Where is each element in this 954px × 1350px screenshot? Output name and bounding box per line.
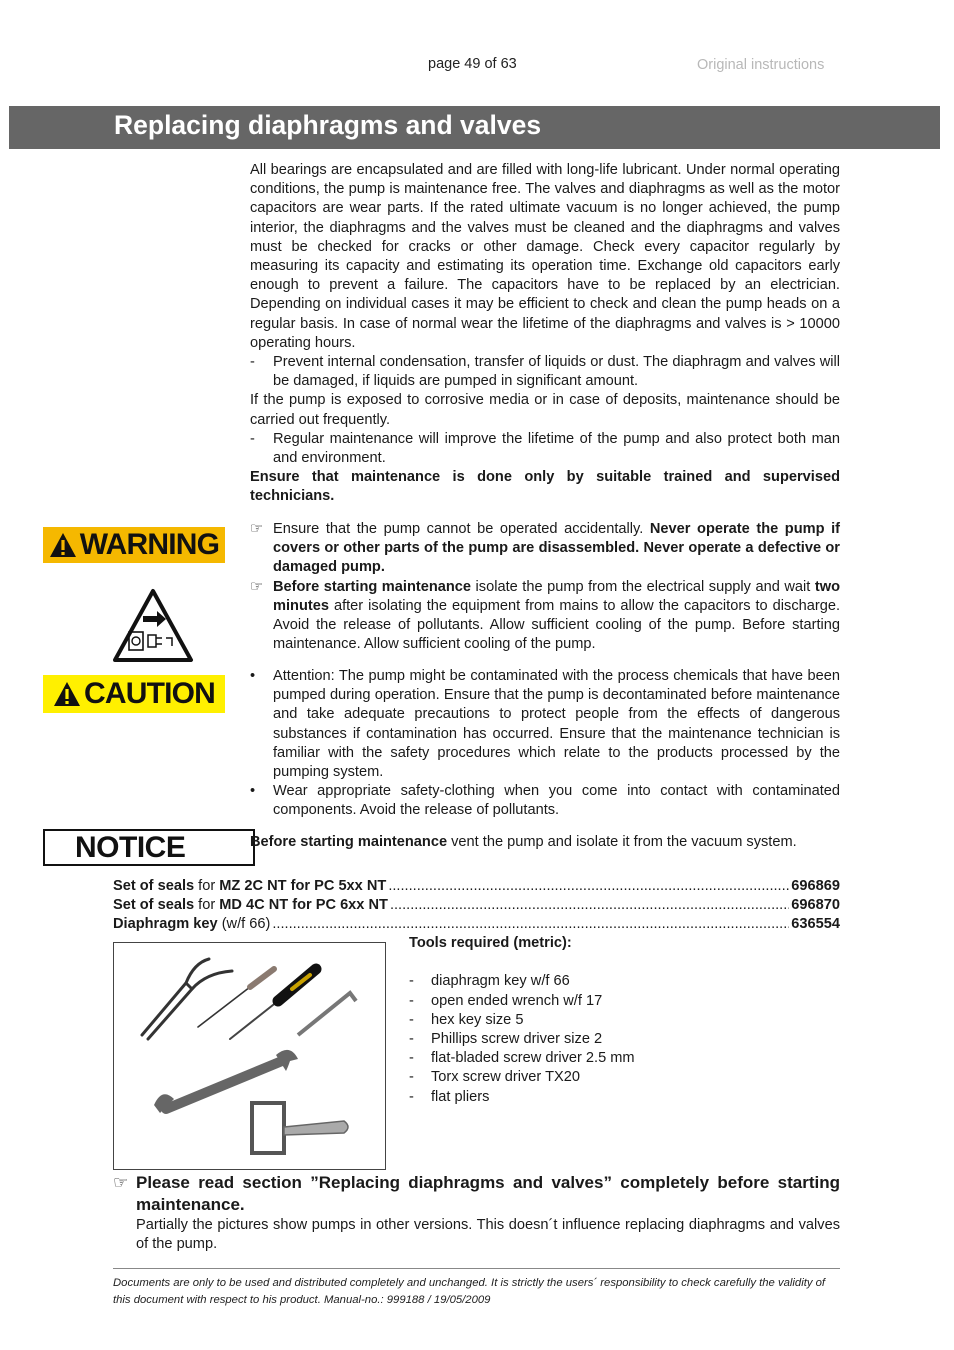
list-item xyxy=(250,667,840,782)
part-for: for xyxy=(194,878,220,894)
intro-section xyxy=(250,161,840,507)
parts-row xyxy=(113,877,840,896)
pointing-hand-icon: ☞ xyxy=(250,578,264,595)
tool-name: open ended wrench w/f 17 xyxy=(431,992,603,1009)
part-number: 696870 xyxy=(791,897,840,914)
warning-section xyxy=(250,520,840,654)
list-item xyxy=(409,1011,839,1030)
caution-label xyxy=(43,675,225,713)
pointing-hand-icon: ☞ xyxy=(113,1173,129,1192)
warning-label-text: WARNING xyxy=(79,528,220,561)
tools-required xyxy=(409,934,839,1107)
warning-item-bold: two minutes xyxy=(273,578,840,614)
list-item xyxy=(409,992,839,1011)
hint-plain: Partially the pictures show pumps in other versions. This doesn´t influence replacing diaphragms and valves of the pump. xyxy=(136,1217,840,1253)
list-item xyxy=(409,1068,839,1087)
footer-disclaimer: Documents are only to be used and distributed completely and unchanged. It is strictly the users´ responsibility to check carefully the validity of this document with respect to his product. Manual-no.: 999188 / 19/05/2009 xyxy=(113,1277,826,1306)
leader-dots xyxy=(272,915,789,934)
intro-paragraph: All bearings are encapsulated and are filled with long-life lubricant. Under normal operating conditions, the pump is maintenance free. The valves and diaphragms as well as the motor capacitors are wear parts. If the rated ultimate vacuum is no longer achieved, the pump interior, the diaphragms and the valves must be cleaned and the diaphragms and valves must be checked for cracks or other damage. Check every capacitor regularly by measuring its capacity and estimating its operation time. Exchange old capacitors early enough to prevent a failure. The capacitors have to be replaced by an electrician. Depending on individual cases it may be efficient to check and clean the pump heads on a regular basis. In case of normal wear the lifetime of the diaphragms and valves is > 10000 operating hours. xyxy=(250,162,840,351)
list-item xyxy=(409,1049,839,1068)
diaphragm-key-icon xyxy=(252,1103,348,1153)
caution-label-text: CAUTION xyxy=(83,677,216,710)
tools-photo xyxy=(113,942,386,1170)
part-name: Set of seals xyxy=(113,897,195,914)
list-item xyxy=(409,1088,839,1107)
list-item xyxy=(250,578,840,655)
notice-bold: Before starting maintenance xyxy=(250,834,448,850)
dash-marker: - xyxy=(409,1069,414,1086)
leader-dots xyxy=(390,896,789,915)
part-model: MZ 2C NT for PC 5xx NT xyxy=(219,878,387,894)
notice-section xyxy=(250,833,840,852)
dash-marker: - xyxy=(409,1031,414,1047)
tool-name: Phillips screw driver size 2 xyxy=(431,1031,603,1047)
dash-marker: - xyxy=(409,1088,414,1105)
caution-item-text: Attention: The pump might be contaminated with the process chemicals that have been pumped during operation. Ensure that the pump is decontaminated before maintenance and take adequate precautions to protect people from the effects of dangerous substances if contamination has occurred. Ensure that the maintenance technician is familiar with the safety procedures which relate to the products processed by the pumping system. xyxy=(273,668,840,781)
caution-section xyxy=(250,667,840,821)
hint-bold-text: Please read section ”Replacing diaphragms and valves” completely before starting maintenance. xyxy=(136,1173,840,1214)
list-item xyxy=(250,353,840,391)
warning-label xyxy=(43,527,225,563)
corrosive-paragraph: If the pump is exposed to corrosive media or in case of deposits, maintenance should be carried out frequently. xyxy=(250,392,840,428)
list-item xyxy=(250,430,840,468)
tool-name: Torx screw driver TX20 xyxy=(431,1069,580,1086)
notice-plain: vent the pump and isolate it from the vacuum system. xyxy=(447,834,797,850)
pointing-hand-icon: ☞ xyxy=(250,521,264,537)
caution-item-text: Wear appropriate safety-clothing when you come into contact with contaminated components. Avoid the release of pollutants. xyxy=(273,783,840,819)
list-item xyxy=(409,972,839,991)
dash-marker: - xyxy=(250,430,255,447)
dash-marker: - xyxy=(409,992,414,1009)
part-number: 696869 xyxy=(791,878,840,894)
tools-heading: Tools required (metric): xyxy=(409,935,572,951)
tool-name: hex key size 5 xyxy=(431,1011,524,1028)
part-for: for xyxy=(194,897,220,914)
notice-label xyxy=(43,829,255,866)
bold-note: Ensure that maintenance is done only by suitable trained and supervised technicians. xyxy=(250,469,840,505)
list-item-text: Prevent internal condensation, transfer of liquids or dust. The diaphragm and valves will be damaged, if liquids are pumped in significant amount. xyxy=(273,354,840,390)
original-instructions-label: Original instructions xyxy=(697,57,825,73)
disconnect-power-icon xyxy=(112,588,194,663)
part-name: Diaphragm key xyxy=(113,916,218,933)
warning-item-plain: Ensure that the pump cannot be operated accidentally. xyxy=(273,521,650,537)
flat-pliers-icon xyxy=(142,959,232,1039)
page-number: page 49 of 63 xyxy=(428,56,517,72)
warning-item-bold: Before starting maintenance xyxy=(273,578,472,595)
part-name: Set of seals xyxy=(113,878,195,894)
part-model: MD 4C NT for PC 6xx NT xyxy=(219,897,388,914)
hex-key-icon xyxy=(298,993,356,1035)
section-title-bar xyxy=(9,106,940,149)
bullet-marker: • xyxy=(250,668,256,684)
notice-label-text: NOTICE xyxy=(75,830,186,864)
leader-dots xyxy=(388,877,789,896)
trained-technicians-note xyxy=(250,468,840,506)
warning-item-plain: after isolating the equipment from mains to allow the capacitors to discharge. Avoid the release of pollutants. Allow sufficient cooling of the pump. Before starting maintenance. Allow sufficient cooling of the pump. xyxy=(273,597,840,653)
section-title: Replacing diaphragms and valves xyxy=(114,110,542,140)
warning-item-bold: Never operate the pump if covers or other parts of the pump are disassembled. Never operate a defective or damaged pump. xyxy=(273,521,841,576)
bullet-marker: • xyxy=(250,783,256,800)
hint-bold xyxy=(113,1172,840,1216)
dash-marker: - xyxy=(409,1011,414,1028)
dash-marker: - xyxy=(409,973,414,990)
parts-row xyxy=(113,896,840,915)
part-number: 636554 xyxy=(791,916,840,933)
caution-triangle-icon xyxy=(53,680,81,708)
part-for: (w/f 66) xyxy=(217,916,271,933)
dash-marker: - xyxy=(250,354,255,371)
parts-row xyxy=(113,915,840,934)
read-section-hint xyxy=(113,1172,840,1254)
tool-name: flat pliers xyxy=(431,1088,490,1105)
warning-item-plain: isolate the pump from the electrical supply and wait xyxy=(471,578,815,595)
tool-name: diaphragm key w/f 66 xyxy=(431,973,570,990)
warning-triangle-icon xyxy=(49,531,77,559)
parts-list xyxy=(113,877,840,935)
list-item xyxy=(250,520,840,578)
list-item xyxy=(409,1030,839,1049)
list-item xyxy=(250,782,840,820)
footer-divider xyxy=(113,1268,840,1269)
list-item-text: Regular maintenance will improve the lifetime of the pump and also protect both man and environment. xyxy=(273,430,840,467)
tool-name: flat-bladed screw driver 2.5 mm xyxy=(431,1050,635,1067)
dash-marker: - xyxy=(409,1050,414,1067)
